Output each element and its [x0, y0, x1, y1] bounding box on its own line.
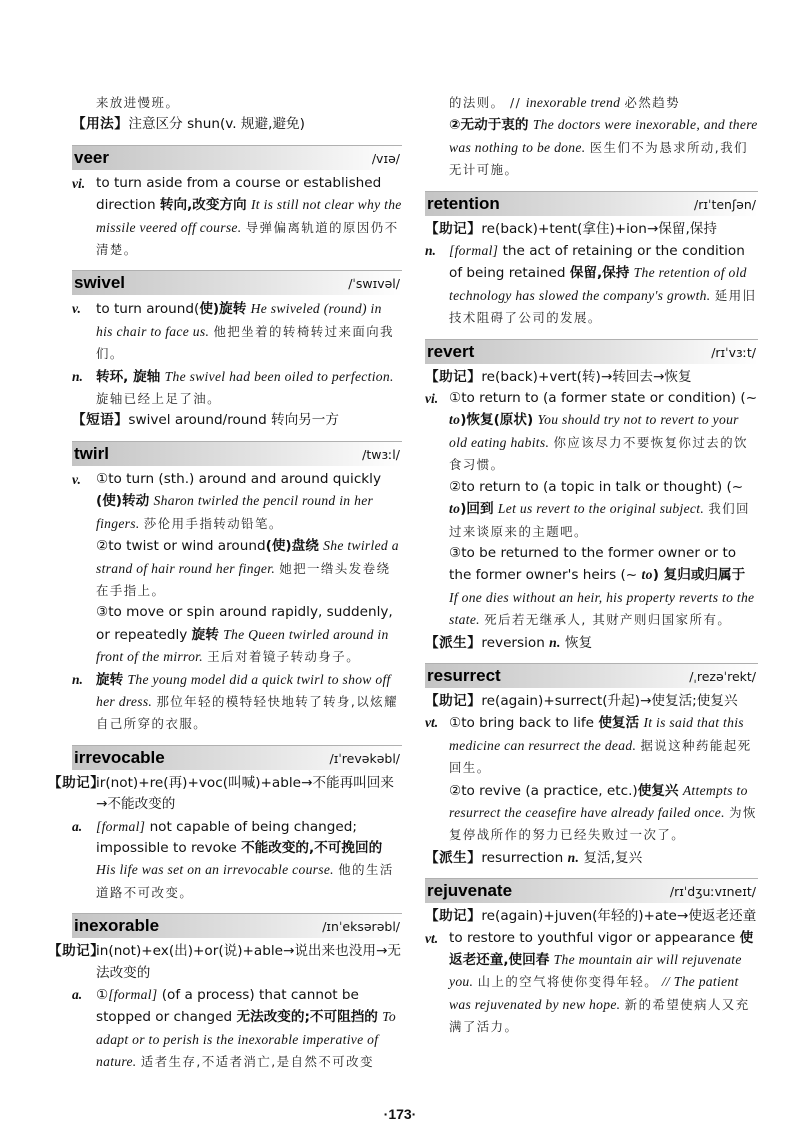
headword-bar [72, 745, 402, 770]
mnemonic-note: 【助记】 ir(not)+re(再)+voc(叫喊)+able→不能再叫回来→不能改变的 [48, 774, 394, 813]
phrase-note: 【短语】swivel around/round 转向另一方 [72, 412, 339, 429]
sense: n. [formal] the act of retaining or the condition of being retained 保留,保持 The retention of old technology has slowed the company's growth. 延用旧技术阻碍了公司的发展。 [425, 243, 757, 326]
entry-inexorable [48, 913, 402, 1073]
entry-resurrect [425, 663, 758, 869]
headword: swivel [74, 273, 126, 293]
headword-bar [72, 145, 402, 170]
page-number: ·173· [383, 1106, 417, 1122]
headword: retention [427, 193, 500, 213]
sense-1: vi. ①to return to (a former state or condition) (~ to)恢复(原状) You should try not to revert to your old eating habits. 你应该尽力不要恢复你过去的饮食习惯。 [425, 390, 758, 473]
phonetic: /rɪˈtenʃən/ [694, 196, 756, 212]
phonetic: /rɪˈvɜːt/ [711, 344, 756, 360]
mnemonic-note: 【助记】re(back)+tent(拿住)+ion→保留,保持 [425, 220, 717, 237]
mnemonic-note: 【助记】 in(not)+ex(出)+or(说)+able→说出来也没用→无法改变的 [48, 943, 401, 981]
sense: vt. to restore to youthful vigor or appearance 使返老还童,使回春 The mountain air will rejuvenate you. 山上的空气将使你变得年轻。 // The patient was rejuvenated by new hope. 新的希望使病人又充满了活力。 [425, 929, 754, 1035]
entry-rejuvenate [425, 878, 758, 1038]
headword-bar [425, 663, 758, 688]
mnemonic-note: 【助记】re(again)+juven(年轻的)+ate→使返老还童 [425, 908, 757, 925]
mnemonic-note: 【助记】re(back)+vert(转)→转回去→恢复 [425, 368, 692, 385]
sense-2: ②to twist or wind around(使)盘绕 She twirled a strand of hair round her finger. 她把一绺头发卷绕在手指上。 [96, 538, 399, 598]
entry-twirl [72, 441, 402, 736]
entry-irrevocable [48, 745, 402, 904]
phonetic: /ˌrezəˈrekt/ [689, 668, 756, 684]
continued-example: 的法则。 // inexorable trend 必然趋势 [449, 95, 681, 110]
headword: twirl [74, 443, 109, 463]
headword-bar [72, 913, 402, 938]
headword: rejuvenate [427, 881, 513, 901]
entry-veer [72, 145, 402, 262]
phonetic: /ɪˈrevəkəbl/ [329, 750, 400, 766]
headword: revert [427, 341, 475, 361]
sense-3: ③to be returned to the former owner or to the former owner's heirs (~ to) 复归或归属于 If one dies without an heir, his property reverts to the state. 死后若无继承人, 其财产则归国家所有。 [449, 544, 755, 628]
sense-1: vt. ①to bring back to life 使复活 It is said that this medicine can resurrect the dead. 据说这种药能起死回生。 [425, 715, 752, 776]
sense-verb: v. to turn around(使)旋转 He swiveled (round) in his chair to face us. 他把坐着的转椅转过来面向我们。 [72, 301, 395, 362]
headword-bar [425, 339, 758, 364]
headword-bar [72, 270, 402, 295]
headword: inexorable [74, 916, 160, 936]
continued-translation: 来放进慢班。 [96, 95, 180, 110]
headword: veer [74, 147, 109, 167]
headword-bar [72, 441, 402, 466]
headword: irrevocable [74, 747, 165, 767]
phonetic: /rɪˈdʒuːvɪneɪt/ [669, 884, 756, 900]
phonetic: /vɪə/ [371, 150, 400, 166]
sense-2: ②to revive (a practice, etc.)使复兴 Attempts to resurrect the ceasefire have already failed once. 为恢复停战所作的努力已经失败过一次了。 [449, 782, 757, 843]
phonetic: /ɪnˈeksərəbl/ [322, 919, 400, 935]
left-column [48, 92, 402, 1074]
entry-revert [425, 339, 758, 654]
derivative-note: 【派生】reversion n. 恢复 [425, 634, 593, 651]
phonetic: /twɜːl/ [362, 446, 400, 462]
sense-noun: n. 转环, 旋轴 The swivel had been oiled to perfection. 旋轴已经上足了油。 [72, 368, 394, 407]
sense-2: ②无动于衷的 The doctors were inexorable, and there was nothing to be done. 医生们不为恳求所动,我们无计可施。 [449, 117, 758, 178]
sense-2: ②to return to (a topic in talk or thought) (~ to)回到 Let us revert to the original subject. 我们回过来谈原来的主题吧。 [449, 478, 751, 539]
sense: vi. to turn aside from a course or established direction 转向,改变方向 It is still not clear why the missile veered off course. 导弹偏离轨道的原因仍不清楚。 [72, 174, 402, 258]
headword-bar [425, 878, 758, 903]
headword: resurrect [427, 665, 501, 685]
derivative-note: 【派生】resurrection n. 复活,复兴 [425, 849, 643, 866]
sense-noun: n. 旋转 The young model did a quick twirl to show off her dress. 那位年轻的模特轻快地转了转身,以炫耀自己所穿的衣服。 [72, 671, 399, 732]
usage-note: 【用法】注意区分 shun(v. 规避,避免) [72, 116, 305, 133]
entry-retention [425, 191, 758, 330]
sense-1: v. ①to turn (sth.) around and around quickly (使)转动 Sharon twirled the pencil round in her fingers. 莎伦用手指转动铅笔。 [72, 470, 381, 531]
right-column [425, 92, 758, 1039]
phonetic: /ˈswɪvəl/ [348, 276, 400, 292]
sense-1: a. ①[formal] (of a process) that cannot be stopped or changed 无法改变的;不可阻挡的 To adapt or to perish is the inexorable imperative of nature. 适者生存,不适者消亡,是自然不可改变 [72, 987, 396, 1070]
entry-swivel [72, 270, 402, 431]
sense-3: ③to move or spin around rapidly, suddenly, or repeatedly 旋转 The Queen twirled around in front of the mirror. 王后对着镜子转动身子。 [96, 604, 393, 665]
mnemonic-note: 【助记】re(again)+surrect(升起)→使复活;使复兴 [425, 692, 738, 709]
sense: a. [formal] not capable of being changed; impossible to revoke 不能改变的,不可挽回的 His life was set on an irrevocable course. 他的生活道路不可改变。 [72, 818, 394, 900]
headword-bar [425, 191, 758, 216]
